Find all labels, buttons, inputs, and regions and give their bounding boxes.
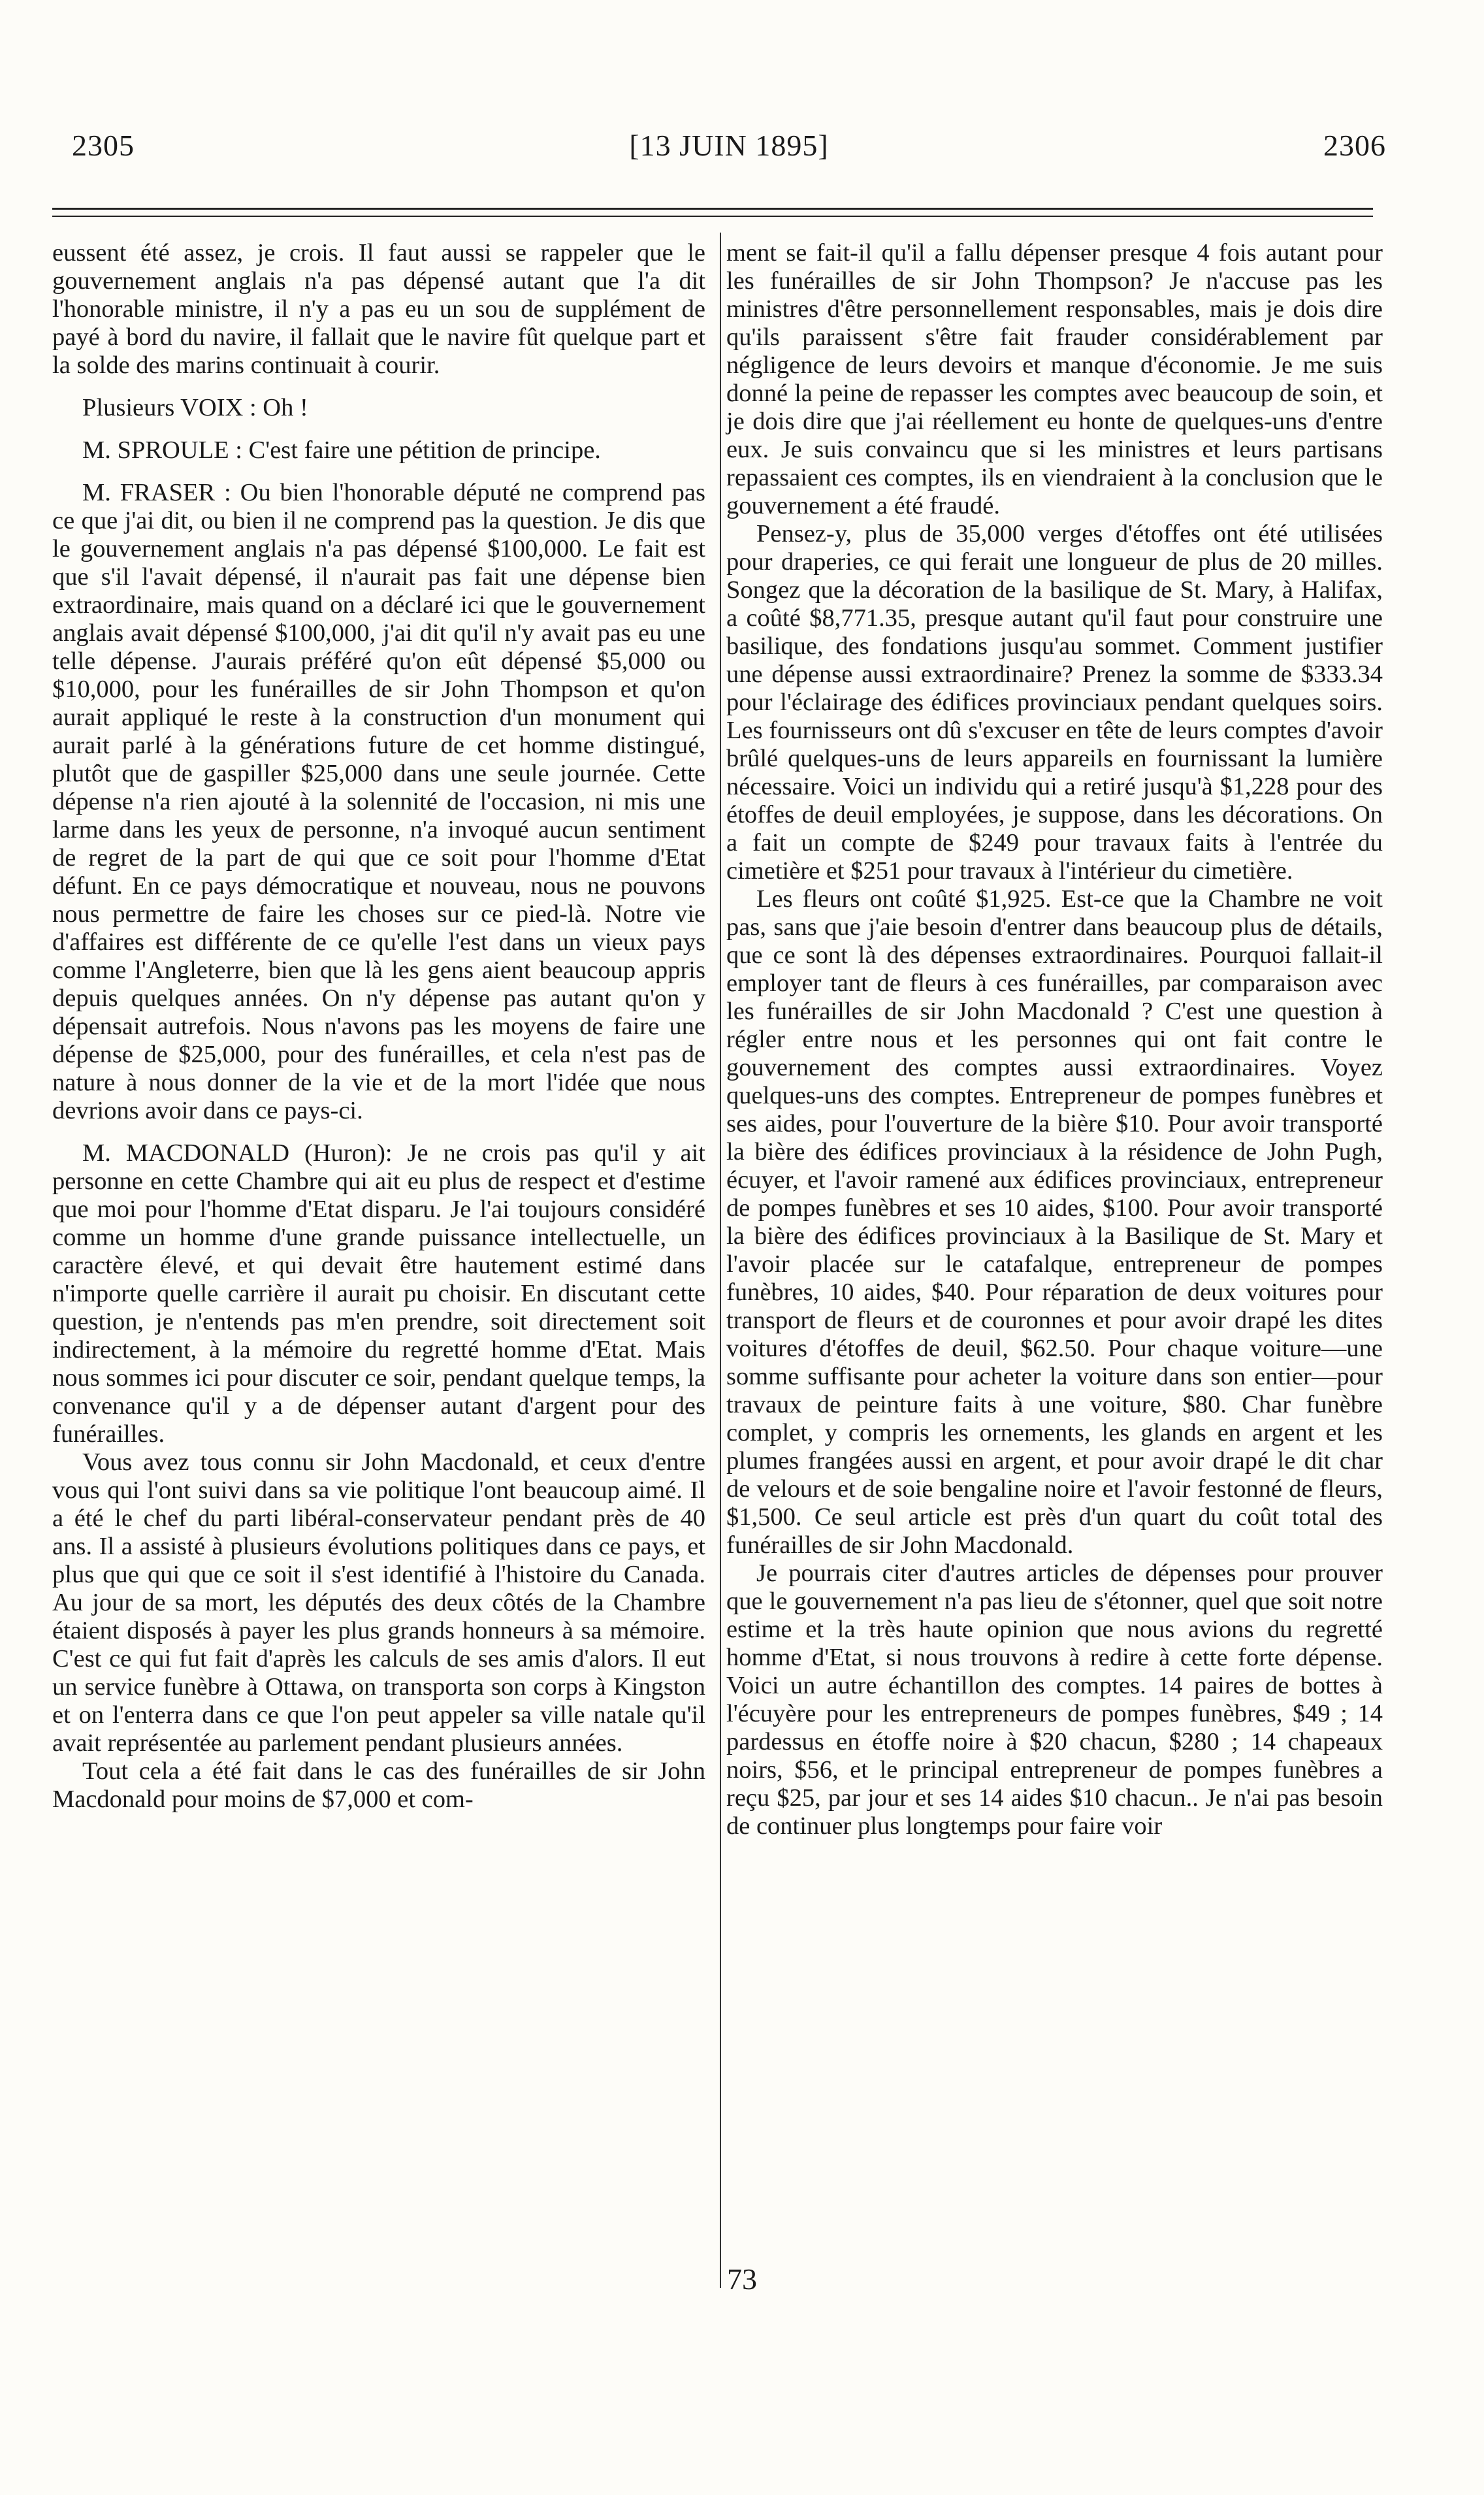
- paragraph: Tout cela a été fait dans le cas des funérailles de sir John Macdonald pour moins de $7,000 et com-: [52, 1757, 705, 1813]
- right-page-number: 2306: [1323, 129, 1386, 162]
- left-column: [52, 239, 705, 1814]
- paragraph: M. FRASER : Ou bien l'honorable député ne comprend pas ce que j'ai dit, ou bien il ne comprend pas la question. Je dis que le gouvernement anglais n'a pas dépensé $100,000. Le fait est que s'il l'avait dépensé, il n'aurait pas fait une dépense bien extraordinaire, mais quand on a déclaré ici que le gouvernement anglais avait dépensé $100,000, j'ai dit qu'il n'y avait pas eu une telle dépense. J'aurais préféré qu'on eût dépensé $5,000 ou $10,000, pour les funérailles de sir John Thompson et qu'on aurait appliqué le reste à la construction d'un monument qui aurait parlé à la générations future de cet homme distingué, plutôt que de gaspiller $25,000 dans une seule journée. Cette dépense n'a rien ajouté à la solennité de l'occasion, ni mis une larme dans les yeux de personne, n'a invoqué aucun sentiment de regret de la part de qui que ce soit pour l'homme d'Etat défunt. En ce pays démocratique et nouveau, nous ne pouvons nous permettre de faire les choses sur ce pied-là. Notre vie d'affaires est différente de ce qu'elle l'est dans un vieux pays comme l'Angleterre, bien que là les gens aient beaucoup appris depuis quelques années. On n'y dépense pas autant qu'on y dépensait autrefois. Nous n'avons pas les moyens de faire une dépense de $25,000, pour des funérailles, et cela n'est pas de nature à nous donner de la vie et de la mort l'idée que nous devrions avoir dans ce pays-ci.: [52, 479, 705, 1124]
- paragraph: ment se fait-il qu'il a fallu dépenser presque 4 fois autant pour les funérailles de sir John Thompson? Je n'accuse pas les ministres d'être personnellement responsables, mais je dois dire qu'ils paraissent s'être fait frauder considérablement par négligence de leurs devoirs et manque d'économie. Je me suis donné la peine de repasser les comptes avec beaucoup de soin, et je dois dire que j'ai réellement eu honte de quelques-uns d'entre eux. Je suis convaincu que si les ministres et leurs partisans repassaient ces comptes, ils en viendraient à la conclusion que le gouvernement a été fraudé.: [726, 239, 1383, 519]
- header-date: [13 JUIN 1895]: [629, 129, 829, 162]
- paragraph: Les fleurs ont coûté $1,925. Est-ce que la Chambre ne voit pas, sans que j'aie besoin d'entrer dans beaucoup plus de détails, que ce sont là des dépenses extraordinaires. Pourquoi fallait-il employer tant de fleurs à ces funérailles, par comparaison avec les funérailles de sir John Macdonald ? C'est une question à régler entre nous et les personnes qui ont fait contre le gouvernement des comptes aussi extraordinaires. Voyez quelques-uns des comptes. Entrepreneur de pompes funèbres et ses aides, pour l'ouverture de la bière $10. Pour avoir transporté la bière des édifices provinciaux à la résidence de John Pugh, écuyer, et l'avoir ramené aux édifices provinciaux, entrepreneur de pompes funèbres et ses 10 aides, $100. Pour avoir transporté la bière des édifices provinciaux à la Basilique de St. Mary et l'avoir placée sur le catafalque, entrepreneur de pompes funèbres, 10 aides, $40. Pour réparation de deux voitures pour transport de fleurs et de couronnes et pour avoir drapé les dites voitures d'étoffes de deuil, $62.50. Pour chaque voiture—une somme suffisante pour acheter la voiture dans son entier—pour travaux de peinture faits à une voiture, $80. Char funèbre complet, y compris les ornements, les glands en argent et les plumes frangées aussi en argent, et pour avoir drapé le dit char de velours et de soie bengaline noire et l'avoir festonné de fleurs, $1,500. Ce seul article est près d'un quart du coût total des funérailles de sir John Macdonald.: [726, 885, 1383, 1559]
- right-column: [726, 239, 1383, 1840]
- left-page-number: 2305: [72, 129, 135, 162]
- header-rule-top: [52, 208, 1373, 210]
- paragraph: Je pourrais citer d'autres articles de dépenses pour prouver que le gouvernement n'a pas lieu de s'étonner, quel que soit notre estime et la très haute opinion que nous avions du regretté homme d'Etat, si nous trouvons à redire à cette forte dépense. Voici un autre échantillon des comptes. 14 paires de bottes à l'écuyère pour les entrepreneurs de pompes funèbres, $49 ; 14 pardessus en étoffe noire à $20 chacun, $280 ; 14 chapeaux noirs, $56, et le principal entrepreneur de pompes funèbres a reçu $25, par jour et ses 14 aides $10 chacun.. Je n'ai pas besoin de continuer plus longtemps pour faire voir: [726, 1559, 1383, 1840]
- paragraph: M. MACDONALD (Huron): Je ne crois pas qu'il y ait personne en cette Chambre qui ait eu plus de respect et d'estime que moi pour l'homme d'Etat disparu. Je l'ai toujours considéré comme un homme d'une grande puissance intellectuelle, un caractère élevé, et qui devait être hautement estimé dans n'importe quelle carrière il aurait pu choisir. En discutant cette question, je n'entends pas m'en prendre, soit directement soit indirectement, à la mémoire du regretté homme d'Etat. Mais nous sommes ici pour discuter ce soir, pendant quelque temps, la convenance qu'il y a de dépenser autant d'argent pour des funérailles.: [52, 1139, 705, 1448]
- paragraph: M. SPROULE : C'est faire une pétition de principe.: [82, 436, 601, 464]
- paragraph: Vous avez tous connu sir John Macdonald, et ceux d'entre vous qui l'ont suivi dans sa vie politique l'ont beaucoup aimé. Il a été le chef du parti libéral-conservateur pendant près de 40 ans. Il a assisté à plusieurs évolutions politiques dans ce pays, et plus que qui que ce soit il s'est identifié à l'histoire du Canada. Au jour de sa mort, les députés des deux côtés de la Chambre étaient disposés à payer les plus grands honneurs à sa mémoire. C'est ce qui fut fait d'après les calculs de ses amis d'alors. Il eut un service funèbre à Ottawa, on transporta son corps à Kingston et on l'enterra dans ce que l'on peut appeler sa ville natale qu'il avait représentée au parlement pendant plusieurs années.: [52, 1448, 705, 1757]
- paragraph: Pensez-y, plus de 35,000 verges d'étoffes ont été utilisées pour draperies, ce qui ferait une longueur de plus de 20 milles. Songez que la décoration de la basilique de St. Mary, à Halifax, a coûté $8,771.35, presque autant qu'il faut pour construire une basilique, des fondations jusqu'au sommet. Comment justifier une dépense aussi extraordinaire? Prenez la somme de $333.34 pour l'éclairage des édifices provinciaux pendant quelques soirs. Les fournisseurs ont dû s'excuser en tête de leurs comptes d'avoir brûlé quelques-uns de leurs appareils en fournissant la lumière nécessaire. Voici un individu qui a retiré jusqu'à $1,228 pour des étoffes de deuil employées, je suppose, dans les décorations. On a fait un compte de $249 pour travaux faits à l'entrée du cimetière et $251 pour travaux à l'intérieur du cimetière.: [726, 520, 1383, 885]
- header-rule-bottom: [52, 216, 1373, 217]
- page-header: [72, 128, 1386, 174]
- column-divider: [720, 233, 721, 2288]
- folio-number: 73: [727, 2262, 757, 2296]
- paragraph: eussent été assez, je crois. Il faut aussi se rappeler que le gouvernement anglais n'a pas dépensé autant que l'a dit l'honorable ministre, il n'y a pas eu un sou de supplément de payé à bord du navire, il fallait que le navire fût quelque part et la solde des marins continuait à courir.: [52, 239, 705, 379]
- paragraph: Plusieurs VOIX : Oh !: [82, 394, 308, 421]
